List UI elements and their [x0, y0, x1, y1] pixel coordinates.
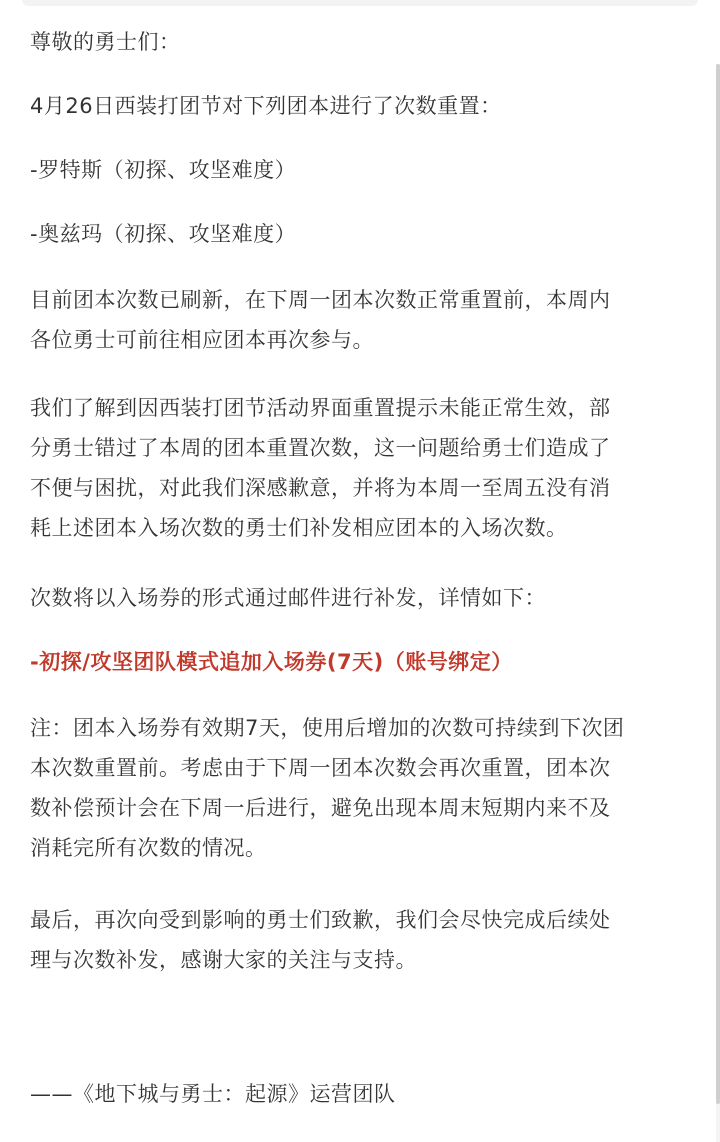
paragraph-line: 注：团本入场券有效期7天，使用后增加的次数可持续到下次团 — [30, 716, 625, 740]
closing-paragraph — [30, 900, 692, 980]
paragraph-line: 理与次数补发，感谢大家的关注与支持。 — [30, 948, 417, 972]
raid-item: -奥兹玛（初探、攻坚难度） — [30, 222, 297, 246]
paragraph-line: 我们了解到因西装打团节活动界面重置提示未能正常生效，部 — [30, 396, 611, 420]
greeting: 尊敬的勇士们： — [30, 30, 181, 54]
paragraph-line: 最后，再次向受到影响的勇士们致歉，我们会尽快完成后续处 — [30, 908, 611, 932]
paragraph-line: 消耗完所有次数的情况。 — [30, 836, 267, 860]
top-card-edge — [22, 0, 698, 6]
refresh-paragraph — [30, 280, 692, 360]
compensation-intro: 次数将以入场券的形式通过邮件进行补发，详情如下： — [30, 586, 546, 610]
paragraph-line: 各位勇士可前往相应团本再次参与。 — [30, 328, 374, 352]
paragraph-line: 耗上述团本入场次数的勇士们补发相应团本的入场次数。 — [30, 516, 568, 540]
paragraph-line: 目前团本次数已刷新，在下周一团本次数正常重置前，本周内 — [30, 288, 611, 312]
signature: ——《地下城与勇士：起源》运营团队 — [30, 1082, 396, 1106]
reset-intro: 4月26日西装打团节对下列团本进行了次数重置： — [30, 94, 502, 118]
raid-item: -罗特斯（初探、攻坚难度） — [30, 158, 297, 182]
note-paragraph — [30, 708, 692, 868]
paragraph-line: 本次数重置前。考虑由于下周一团本次数会再次重置，团本次 — [30, 756, 611, 780]
paragraph-line: 分勇士错过了本周的团本重置次数，这一问题给勇士们造成了 — [30, 436, 611, 460]
paragraph-line: 不便与困扰，对此我们深感歉意，并将为本周一至周五没有消 — [30, 476, 611, 500]
ticket-item: -初探/攻坚团队模式追加入场券(7天)（账号绑定） — [30, 650, 513, 674]
paragraph-line: 数补偿预计会在下周一后进行，避免出现本周末短期内来不及 — [30, 796, 611, 820]
scrollbar-thumb[interactable] — [716, 64, 720, 1104]
apology-paragraph — [30, 388, 692, 548]
